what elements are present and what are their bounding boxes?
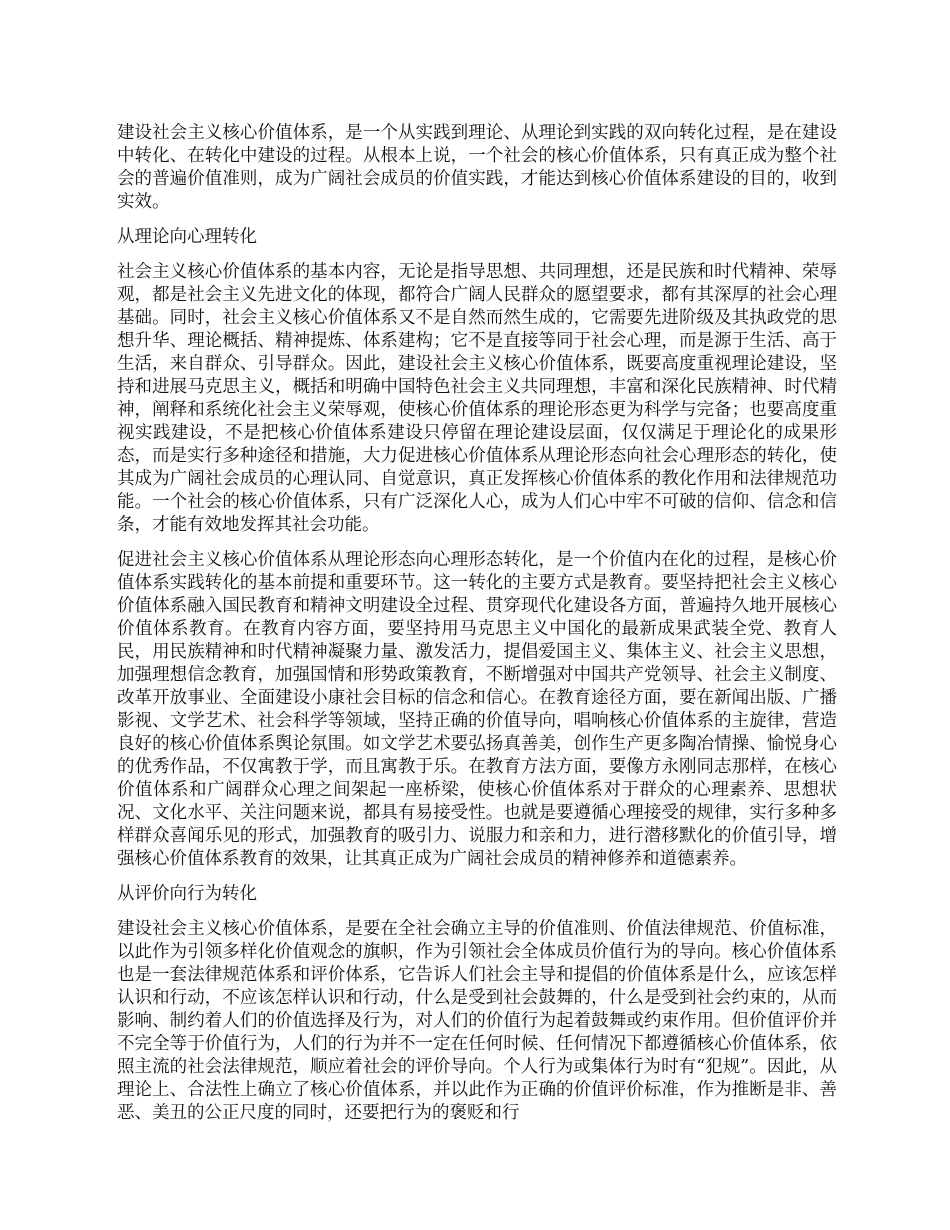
paragraph-theory-to-psychology: 社会主义核心价值体系的基本内容，无论是指导思想、共同理想，还是民族和时代精神、荣辱观，都是社会主义先进文化的体现，都符合广阔人民群众的愿望要求，都有其深厚的社会心理基础。同时，社会主义核心价值体系又不是自然而然生成的，它需要先进阶级及其执政党的思想升华、理论概括、精神提炼、体系建构；它不是直接等同于社会心理，而是源于生活、高于生活，来自群众、引导群众。因此，建设社会主义核心价值体系，既要高度重视理论建设，坚持和进展马克思主义，概括和明确中国特色社会主义共同理想，丰富和深化民族精神、时代精神，阐释和系统化社会主义荣辱观，使核心价值体系的理论形态更为科学与完备；也要高度重视实践建设，不是把核心价值体系建设只停留在理论建设层面，仅仅满足于理论化的成果形态，而是实行多种途径和措施，大力促进核心价值体系从理论形态向社会心理形态的转化，使其成为广阔社会成员的心理认同、自觉意识，真正发挥核心价值体系的教化作用和法律规范功能。一个社会的核心价值体系，只有广泛深化人心，成为人们心中牢不可破的信仰、信念和信条，才能有效地发挥其社会功能。: [117, 262, 837, 535]
paragraph-internalization: 促进社会主义核心价值体系从理论形态向心理形态转化，是一个价值内在化的过程，是核心价值体系实践转化的基本前提和重要环节。这一转化的主要方式是教育。要坚持把社会主义核心价值体系融入国民教育和精神文明建设全过程、贯穿现代化建设各方面，普遍持久地开展核心价值体系教育。在教育内容方面，要坚持用马克思主义中国化的最新成果武装全党、教育人民，用民族精神和时代精神凝聚力量、激发活力，提倡爱国主义、集体主义、社会主义思想，加强理想信念教育，加强国情和形势政策教育，不断增强对中国共产党领导、社会主义制度、改革开放事业、全面建设小康社会目标的信念和信心。在教育途径方面，要在新闻出版、广播影视、文学艺术、社会科学等领域，坚持正确的价值导向，唱响核心价值体系的主旋律，营造良好的核心价值体系舆论氛围。如文学艺术要弘扬真善美，创作生产更多陶冶情操、愉悦身心的优秀作品，不仅寓教于学，而且寓教于乐。在教育方法方面，要像方永刚同志那样，在核心价值体系和广阔群众心理之间架起一座桥梁，使核心价值体系对于群众的心理素养、思想状况、文化水平、关注问题来说，都具有易接受性。也就是要遵循心理接受的规律，实行多种多样群众喜闻乐见的形式，加强教育的吸引力、说服力和亲和力，进行潜移默化的价值引导，增强核心价值体系教育的效果，让其真正成为广阔社会成员的精神修养和道德素养。: [117, 550, 837, 869]
section-heading-evaluation-to-behavior: 从评价向行为转化: [117, 884, 257, 904]
section-heading-theory-to-psychology: 从理论向心理转化: [117, 227, 257, 247]
document-body: [117, 122, 837, 1137]
paragraph-evaluation-to-behavior: 建设社会主义核心价值体系，是要在全社会确立主导的价值准则、价值法律规范、价值标准，以此作为引领多样化价值观念的旗帜，作为引领社会全体成员价值行为的导向。核心价值体系也是一套法律规范体系和评价体系，它告诉人们社会主导和提倡的价值体系是什么，应该怎样认识和行动，不应该怎样认识和行动，什么是受到社会鼓舞的，什么是受到社会约束的，从而影响、制约着人们的价值选择及行为，对人们的价值行为起着鼓舞或约束作用。但价值评价并不完全等于价值行为，人们的行为并不一定在任何时候、任何情况下都遵循核心价值体系，依照主流的社会法律规范，顺应着社会的评价导向。个人行为或集体行为时有“犯规”。因此，从理论上、合法性上确立了核心价值体系，并以此作为正确的价值评价标准，作为推断是非、善恶、美丑的公正尺度的同时，还要把行为的褒贬和行: [117, 919, 837, 1123]
paragraph-intro: 建设社会主义核心价值体系，是一个从实践到理论、从理论到实践的双向转化过程，是在建设中转化、在转化中建设的过程。从根本上说，一个社会的核心价值体系，只有真正成为整个社会的普遍价值准则，成为广阔社会成员的价值实践，才能达到核心价值体系建设的目的，收到实效。: [117, 123, 837, 212]
